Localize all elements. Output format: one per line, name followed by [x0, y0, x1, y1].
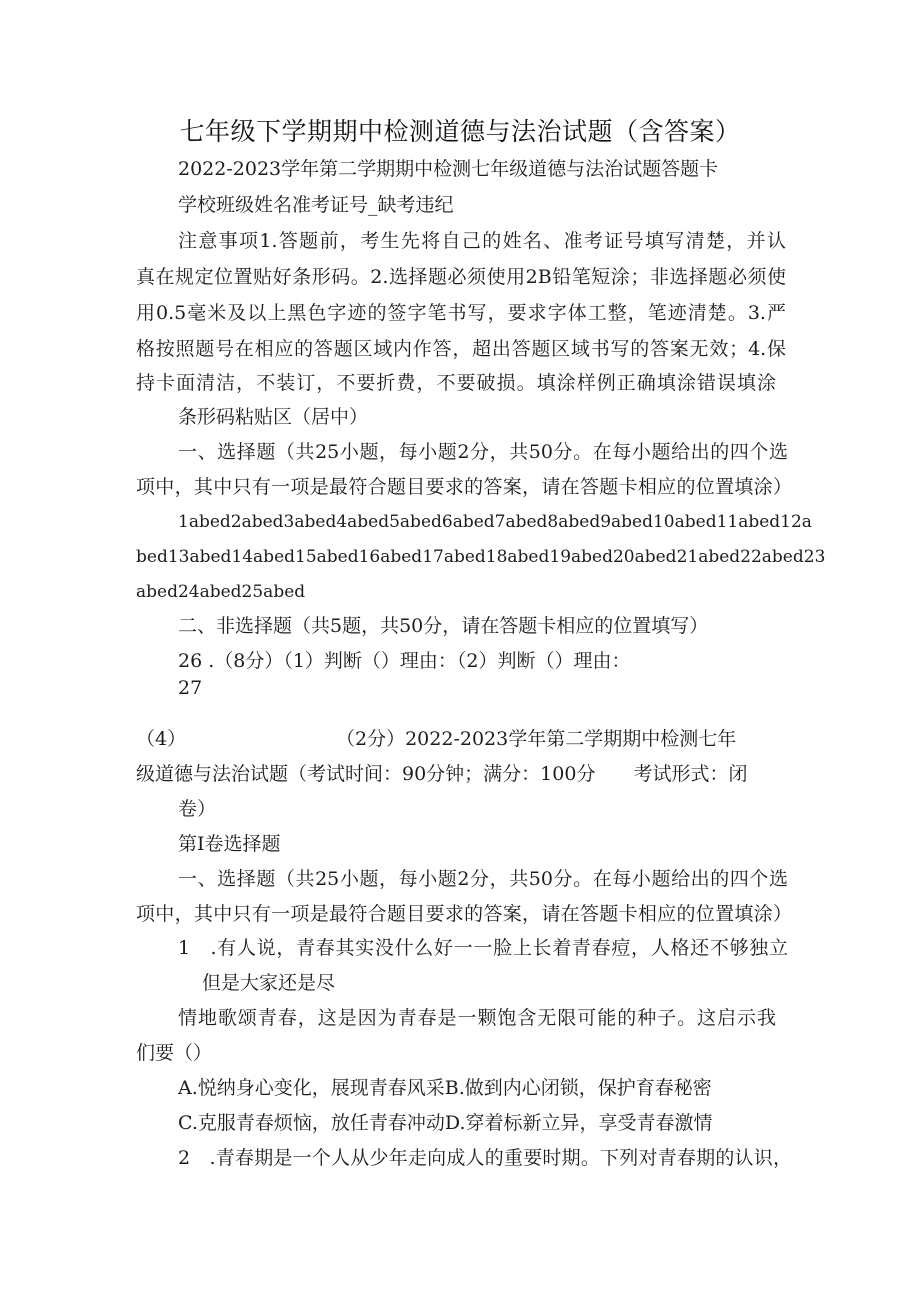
student-info-fields: 学校班级姓名准考证号_缺考违纪	[178, 194, 454, 216]
barcode-area-label: 条形码粘贴区（居中）	[178, 406, 369, 428]
instructions-line-2: 真在规定位置贴好条形码。2.选择题必须使用2B铅笔短涂；非选择题必须使	[136, 266, 786, 288]
question-27: 27	[178, 677, 203, 699]
question-2-line-1: 2 .青春期是一个人从少年走向成人的重要时期。下列对青春期的认识，	[178, 1147, 792, 1169]
question-1-line-1: 1 .有人说，青春其实没什么好一一脸上长着青春痘，人格还不够独立	[178, 937, 788, 959]
section2-header: 二、非选择题（共5题，共50分，请在答题卡相应的位置填写）	[178, 615, 709, 637]
question-1-options-ab: A.悦纳身心变化，展现青春风采B.做到内心闭锁，保护育春秘密	[178, 1077, 712, 1099]
instructions-line-5: 持卡面清洁，不装订，不要折费，不要破损。填涂样例正确填涂错误填涂	[136, 372, 776, 394]
question-1-line-3: 情地歌颂青春，这是因为青春是一颗饱含无限可能的种子。这启示我	[178, 1007, 776, 1029]
section1-instructions-line-1: 一、选择题（共25小题，每小题2分，共50分。在每小题给出的四个选	[178, 868, 788, 890]
section1-instructions-line-2: 项中，其中只有一项是最符合题目要求的答案，请在答题卡相应的位置填涂）	[136, 903, 792, 925]
instructions-line-1: 注意事项1.答题前，考生先将自己的姓名、准考证号填写清楚，并认	[178, 230, 786, 252]
document-title: 七年级下学期期中检测道德与法治试题（含答案）	[179, 117, 741, 146]
section1-header-line-2: 项中，其中只有一项是最符合题目要求的答案，请在答题卡相应的位置填涂）	[136, 476, 792, 498]
question-part-4: （4）	[136, 728, 187, 750]
answer-sheet-heading: 2022-2023学年第二学期期中检测七年级道德与法治试题答题卡	[178, 158, 719, 180]
question-26: 26 .（8分）（1）判断（）理由：（2）判断（）理由：	[178, 650, 631, 672]
bubble-row-3: abed24abed25abed	[136, 582, 306, 602]
exam-heading-line-3: 卷）	[178, 798, 217, 820]
exam-heading-line-1: （2分）2022-2023学年第二学期期中检测七年	[336, 728, 737, 750]
section1-header-line-1: 一、选择题（共25小题，每小题2分，共50分。在每小题给出的四个选	[178, 441, 788, 463]
instructions-line-4: 格按照题号在相应的答题区域内作答，超出答题区域书写的答案无效；4.保	[136, 338, 786, 360]
instructions-line-3: 用0.5毫米及以上黑色字迹的签字笔书写，要求字体工整，笔迹清楚。3.严	[136, 302, 786, 324]
bubble-row-2: bed13abed14abed15abed16abed17abed18abed19abed20abed21abed22abed23	[136, 547, 826, 567]
question-1-line-2: 但是大家还是尽	[202, 972, 336, 994]
question-1-options-cd: C.克服青春烦恼，放任青春冲动D.穿着标新立异，享受青春激情	[178, 1112, 713, 1134]
part-1-heading: 第Ⅰ卷选择题	[178, 833, 281, 855]
question-1-line-4: 们要（）	[136, 1042, 213, 1064]
bubble-row-1: 1abed2abed3abed4abed5abed6abed7abed8abed9abed10abed11abed12a	[178, 512, 812, 532]
exam-heading-line-2: 级道德与法治试题（考试时间：90分钟；满分：100分 考试形式：闭	[136, 763, 748, 785]
